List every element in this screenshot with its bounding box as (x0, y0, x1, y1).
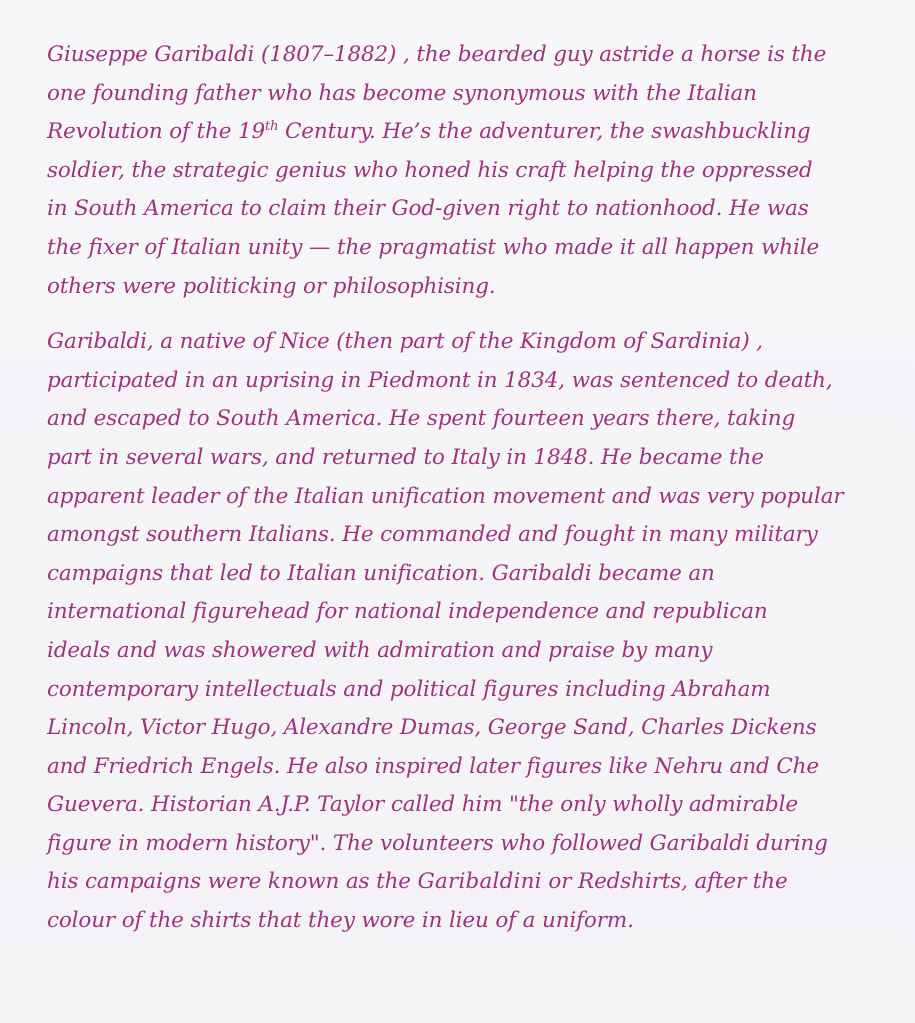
text-line: ideals and was showered with admiration and praise by many (47, 637, 713, 663)
text-segment: his campaigns were known as the (47, 869, 418, 895)
text-line: campaigns that led to Italian unification. Garibaldi became an (47, 560, 715, 586)
text-line: figure in modern history". The volunteers who followed Garibaldi during (47, 830, 828, 856)
text-line: contemporary intellectuals and political figures including Abraham (47, 676, 771, 702)
text-line: amongst southern Italians. He commanded and fought in many military (47, 522, 818, 548)
paragraph-1 (47, 36, 885, 306)
text-line: in South America to claim their God-given right to nationhood. He was (47, 196, 809, 222)
text-line: one founding father who has become synonymous with the Italian (47, 80, 757, 106)
text-line: international figurehead for national independence and republican (47, 599, 768, 625)
text-line: colour of the shirts that they wore in lieu of a uniform. (47, 908, 634, 934)
text-line: others were politicking or philosophising. (47, 273, 496, 299)
text-line (47, 113, 885, 152)
text-line: and Friedrich Engels. He also inspired later figures like Nehru and Che (47, 753, 819, 779)
text-line: and escaped to South America. He spent fourteen years there, taking (47, 406, 796, 432)
text-line: the fixer of Italian unity — the pragmatist who made it all happen while (47, 234, 820, 260)
text-line: Lincoln, Victor Hugo, Alexandre Dumas, George Sand, Charles Dickens (47, 715, 817, 741)
text-line (47, 863, 885, 902)
text-line: Guevera. Historian A.J.P. Taylor called him "the only wholly admirable (47, 792, 798, 818)
text-line: part in several wars, and returned to Italy in 1848. He became the (47, 444, 764, 470)
text-segment: or Redshirts, after the (541, 869, 788, 895)
paragraph-2 (47, 323, 885, 941)
text-line: Giuseppe Garibaldi (1807–1882) , the bearded guy astride a horse is the (47, 42, 827, 67)
text-line: apparent leader of the Italian unification movement and was very popular (47, 483, 844, 509)
paragraph-gap (47, 306, 885, 323)
italic-term: Garibaldini (417, 869, 542, 895)
text-line: participated in an uprising in Piedmont in 1834, was sentenced to death, (47, 367, 833, 393)
text-segment: Century. He’s the adventurer, the swashbuckling (278, 119, 811, 145)
superscript-ordinal: th (265, 119, 279, 135)
text-line: soldier, the strategic genius who honed his craft helping the oppressed (47, 157, 813, 183)
text-segment: Revolution of the 19 (47, 119, 266, 145)
text-line: Garibaldi, a native of Nice (then part of the Kingdom of Sardinia) , (47, 329, 763, 355)
